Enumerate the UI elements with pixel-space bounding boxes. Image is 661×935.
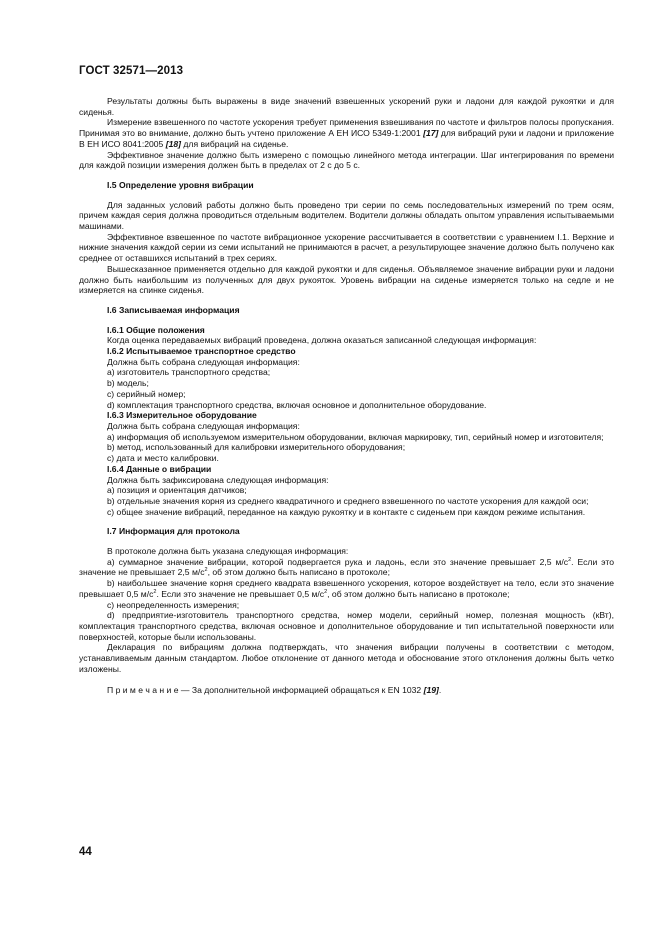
- list-item: c) общее значение вибраций, переданное на каждую рукоятку и в контакте с сиденьем при каждом режиме испытания.: [107, 506, 586, 517]
- list-item: c) неопределенность измерения;: [107, 599, 240, 610]
- paragraph: Измерение взвешенного по частоте ускорения требует применения взвешивания по частоте и фильтров полосы пропускания. Принимая это во внимание, должно быть учтено приложение А ЕН ИСО 5349-1:2001 [17] для вибраций руки и ладони и приложение В ЕН ИСО 8041:2005 [18] для вибраций на сиденье.: [79, 117, 615, 149]
- subsection-heading-i63: I.6.3 Измерительное оборудование: [107, 410, 257, 421]
- list-item: c) серийный номер;: [107, 388, 186, 399]
- subsection-heading-i61: I.6.1 Общие положения: [107, 324, 205, 335]
- body-text: [79, 96, 614, 696]
- list-item: b) наибольшее значение корня среднего квадрата взвешенного ускорения, которое воздействует на тело, если это значение превышает 0,5 $м/с^2$. Если это значение не превышает 0,5 $м/с^2$, об этом должно быть написано в протоколе;: [79, 578, 614, 599]
- page-number: 44: [79, 846, 92, 858]
- list-item: d) предприятие-изготовитель транспортного средства, номер модели, серийный номер, полезная мощность (кВт), комплектация транспортного средства, включая основное и дополнительное оборудование и тип испытательной поверхности или поверхностей, которые были использованы.: [79, 610, 614, 642]
- list-item: d) комплектация транспортного средства, включая основное и дополнительное оборудование.: [107, 399, 487, 410]
- list-item: b) модель;: [107, 378, 149, 389]
- list-item: b) отдельные значения корня из среднего квадратичного и среднего взвешенного по частоте ускорения для каждой оси;: [107, 495, 589, 506]
- section-heading-i5: I.5 Определение уровня вибрации: [107, 179, 254, 190]
- reference-17: [17]: [423, 128, 439, 139]
- subsection-heading-i62: I.6.2 Испытываемое транспортное средство: [107, 346, 296, 357]
- section-heading-i6: I.6 Записываемая информация: [107, 304, 240, 315]
- list-item: c) дата и место калибровки.: [107, 453, 219, 464]
- paragraph: Эффективное взвешенное по частоте вибрационное ускорение рассчитывается в соответствии с уравнением I.1. Верхние и нижние значения каждой серии из семи испытаний не принимаются в расчет, а результирующее значение должно быть получено как среднее от оставшихся испытаний в трех сериях.: [79, 231, 614, 264]
- subsection-heading-i64: I.6.4 Данные о вибрации: [107, 463, 212, 474]
- note-label: П р и м е ч а н и е: [107, 685, 179, 696]
- list-item: a) суммарное значение вибрации, которой подвергается рука и ладонь, если это значение превышает 2,5 $м/с^2$. Если это значение не превышает 2,5 $м/с^2$, об этом должно быть написано в протоколе;: [79, 556, 614, 578]
- section-heading-i7: I.7 Информация для протокола: [107, 526, 240, 537]
- paragraph: Вышесказанное применяется отдельно для каждой рукоятки и для сиденья. Объявляемое значение вибрации руки и ладони должно быть наибольшим из полученных для двух рукояток. Уровень вибрации на сиденье измеряется только на седле и не измеряется на спинке сиденья.: [79, 263, 614, 296]
- reference-19: [19]: [423, 685, 439, 696]
- document-header: ГОСТ 32571—2013: [79, 65, 184, 77]
- note: П р и м е ч а н и е — За дополнительной информацией обращаться к EN 1032 [19].: [107, 685, 442, 696]
- list-item: b) метод, использованный для калибровки измерительного оборудования;: [107, 442, 406, 453]
- paragraph: Когда оценка передаваемых вибраций проведена, должна оказаться записанной следующая информация:: [107, 335, 537, 346]
- paragraph: Результаты должны быть выражены в виде значений взвешенных ускорений руки и ладони для каждой рукоятки и для сиденья.: [79, 96, 614, 117]
- list-item: a) изготовитель транспортного средства;: [107, 367, 271, 378]
- paragraph: Должна быть собрана следующая информация:: [107, 356, 300, 367]
- reference-18: [18]: [165, 138, 182, 149]
- list-item: a) информация об используемом измерительном оборудовании, включая маркировку, тип, серийный номер и изготовителя;: [107, 431, 604, 442]
- paragraph: Должна быть зафиксирована следующая информация:: [107, 474, 329, 485]
- paragraph: Для заданных условий работы должно быть проведено три серии по семь последовательных измерений по трем осям, причем каждая серия должна проводиться отдельным водителем. Водители должны обладать опытом управления испытываемыми машинами.: [79, 199, 614, 232]
- paragraph: Должна быть собрана следующая информация:: [107, 420, 300, 431]
- paragraph: Декларация по вибрациям должна подтверждать, что значения вибрации получены в соответствии с методом, устанавливаемым данным стандартом. Любое отклонение от данного метода и обоснование этого отклонения должны быть четко изложены.: [79, 642, 614, 674]
- paragraph: Эффективное значение должно быть измерено с помощью линейного метода интеграции. Шаг интегрирования по времени для каждой позиции измерения должен быть в пределах от 2 с до 5 с.: [79, 149, 614, 171]
- list-item: a) позиция и ориентация датчиков;: [107, 485, 247, 496]
- paragraph: В протоколе должна быть указана следующая информация:: [107, 546, 349, 557]
